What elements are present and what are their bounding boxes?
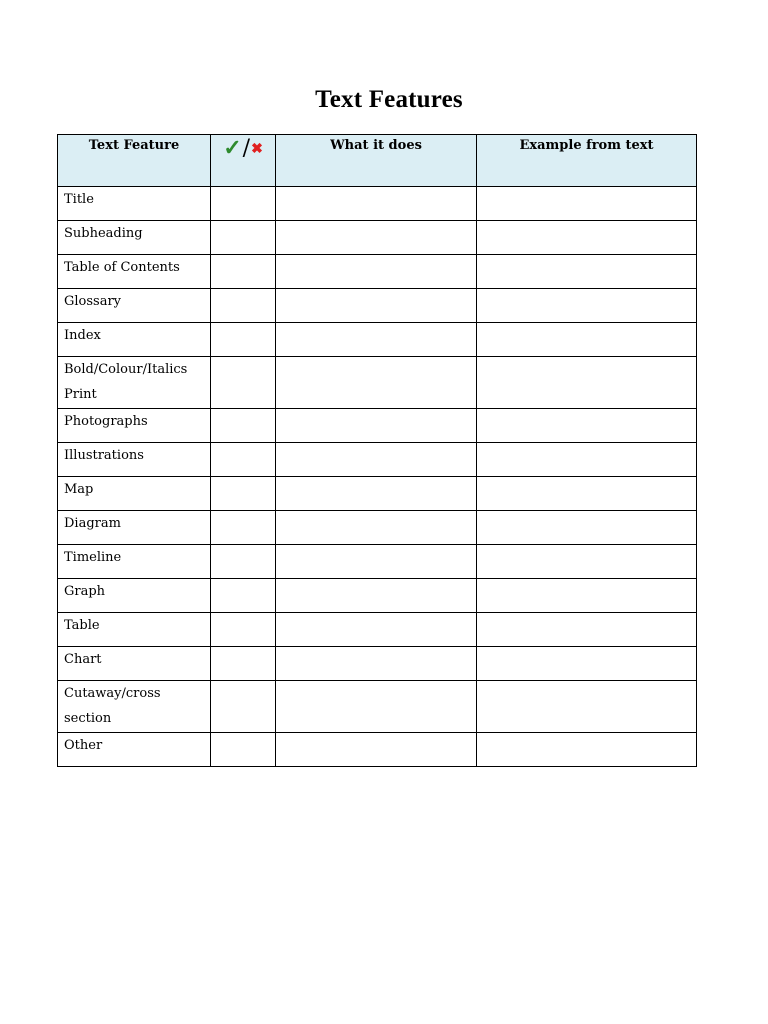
header-what-it-does: What it does — [276, 135, 477, 187]
feature-cell: Timeline — [58, 545, 211, 579]
table-row — [58, 647, 697, 681]
table-row — [58, 681, 697, 733]
feature-cell: Table of Contents — [58, 255, 211, 289]
what-it-does-cell[interactable] — [276, 733, 477, 767]
feature-cell: Illustrations — [58, 443, 211, 477]
example-cell[interactable] — [477, 357, 697, 409]
feature-cell: Diagram — [58, 511, 211, 545]
example-cell[interactable] — [477, 323, 697, 357]
what-it-does-cell[interactable] — [276, 613, 477, 647]
example-cell[interactable] — [477, 681, 697, 733]
what-it-does-cell[interactable] — [276, 221, 477, 255]
check-cell[interactable] — [211, 733, 276, 767]
check-cell[interactable] — [211, 511, 276, 545]
what-it-does-cell[interactable] — [276, 357, 477, 409]
table-row — [58, 443, 697, 477]
feature-cell: Subheading — [58, 221, 211, 255]
what-it-does-cell[interactable] — [276, 289, 477, 323]
table-row — [58, 357, 697, 409]
check-cell[interactable] — [211, 221, 276, 255]
check-icon: ✓ — [223, 135, 242, 161]
what-it-does-cell[interactable] — [276, 647, 477, 681]
check-cell[interactable] — [211, 289, 276, 323]
example-cell[interactable] — [477, 579, 697, 613]
what-it-does-cell[interactable] — [276, 443, 477, 477]
feature-cell: Index — [58, 323, 211, 357]
table-body — [58, 187, 697, 767]
what-it-does-cell[interactable] — [276, 579, 477, 613]
check-cell[interactable] — [211, 545, 276, 579]
example-cell[interactable] — [477, 187, 697, 221]
check-cell[interactable] — [211, 409, 276, 443]
header-example-from-text: Example from text — [477, 135, 697, 187]
table-row — [58, 187, 697, 221]
feature-cell: Glossary — [58, 289, 211, 323]
feature-cell: Bold/Colour/Italics Print — [58, 357, 211, 409]
example-cell[interactable] — [477, 409, 697, 443]
table-row — [58, 221, 697, 255]
header-row — [58, 135, 697, 187]
example-cell[interactable] — [477, 613, 697, 647]
check-cell[interactable] — [211, 579, 276, 613]
table-row — [58, 255, 697, 289]
what-it-does-cell[interactable] — [276, 255, 477, 289]
table-row — [58, 323, 697, 357]
feature-cell: Table — [58, 613, 211, 647]
table-row — [58, 545, 697, 579]
table-row — [58, 477, 697, 511]
example-cell[interactable] — [477, 511, 697, 545]
table-row — [58, 613, 697, 647]
header-check-cross — [211, 135, 276, 187]
what-it-does-cell[interactable] — [276, 545, 477, 579]
what-it-does-cell[interactable] — [276, 187, 477, 221]
check-cell[interactable] — [211, 255, 276, 289]
example-cell[interactable] — [477, 289, 697, 323]
example-cell[interactable] — [477, 443, 697, 477]
feature-cell: Cutaway/cross section — [58, 681, 211, 733]
check-cell[interactable] — [211, 613, 276, 647]
what-it-does-cell[interactable] — [276, 681, 477, 733]
check-cell[interactable] — [211, 357, 276, 409]
what-it-does-cell[interactable] — [276, 409, 477, 443]
what-it-does-cell[interactable] — [276, 477, 477, 511]
header-text-feature: Text Feature — [58, 135, 211, 187]
check-cell[interactable] — [211, 477, 276, 511]
table-row — [58, 733, 697, 767]
what-it-does-cell[interactable] — [276, 323, 477, 357]
table-row — [58, 511, 697, 545]
example-cell[interactable] — [477, 477, 697, 511]
table-row — [58, 579, 697, 613]
feature-cell: Photographs — [58, 409, 211, 443]
check-cell[interactable] — [211, 443, 276, 477]
feature-cell: Map — [58, 477, 211, 511]
table-row — [58, 289, 697, 323]
check-cell[interactable] — [211, 681, 276, 733]
text-features-table — [57, 134, 697, 767]
feature-cell: Graph — [58, 579, 211, 613]
page-title: Text Features — [315, 86, 463, 113]
check-cell[interactable] — [211, 647, 276, 681]
table-row — [58, 409, 697, 443]
check-cell[interactable] — [211, 323, 276, 357]
feature-cell: Chart — [58, 647, 211, 681]
feature-cell: Other — [58, 733, 211, 767]
example-cell[interactable] — [477, 647, 697, 681]
feature-cell: Title — [58, 187, 211, 221]
what-it-does-cell[interactable] — [276, 511, 477, 545]
example-cell[interactable] — [477, 255, 697, 289]
example-cell[interactable] — [477, 545, 697, 579]
example-cell[interactable] — [477, 221, 697, 255]
cross-icon: ✖ — [251, 141, 263, 157]
slash-separator: / — [242, 136, 251, 161]
example-cell[interactable] — [477, 733, 697, 767]
check-cell[interactable] — [211, 187, 276, 221]
